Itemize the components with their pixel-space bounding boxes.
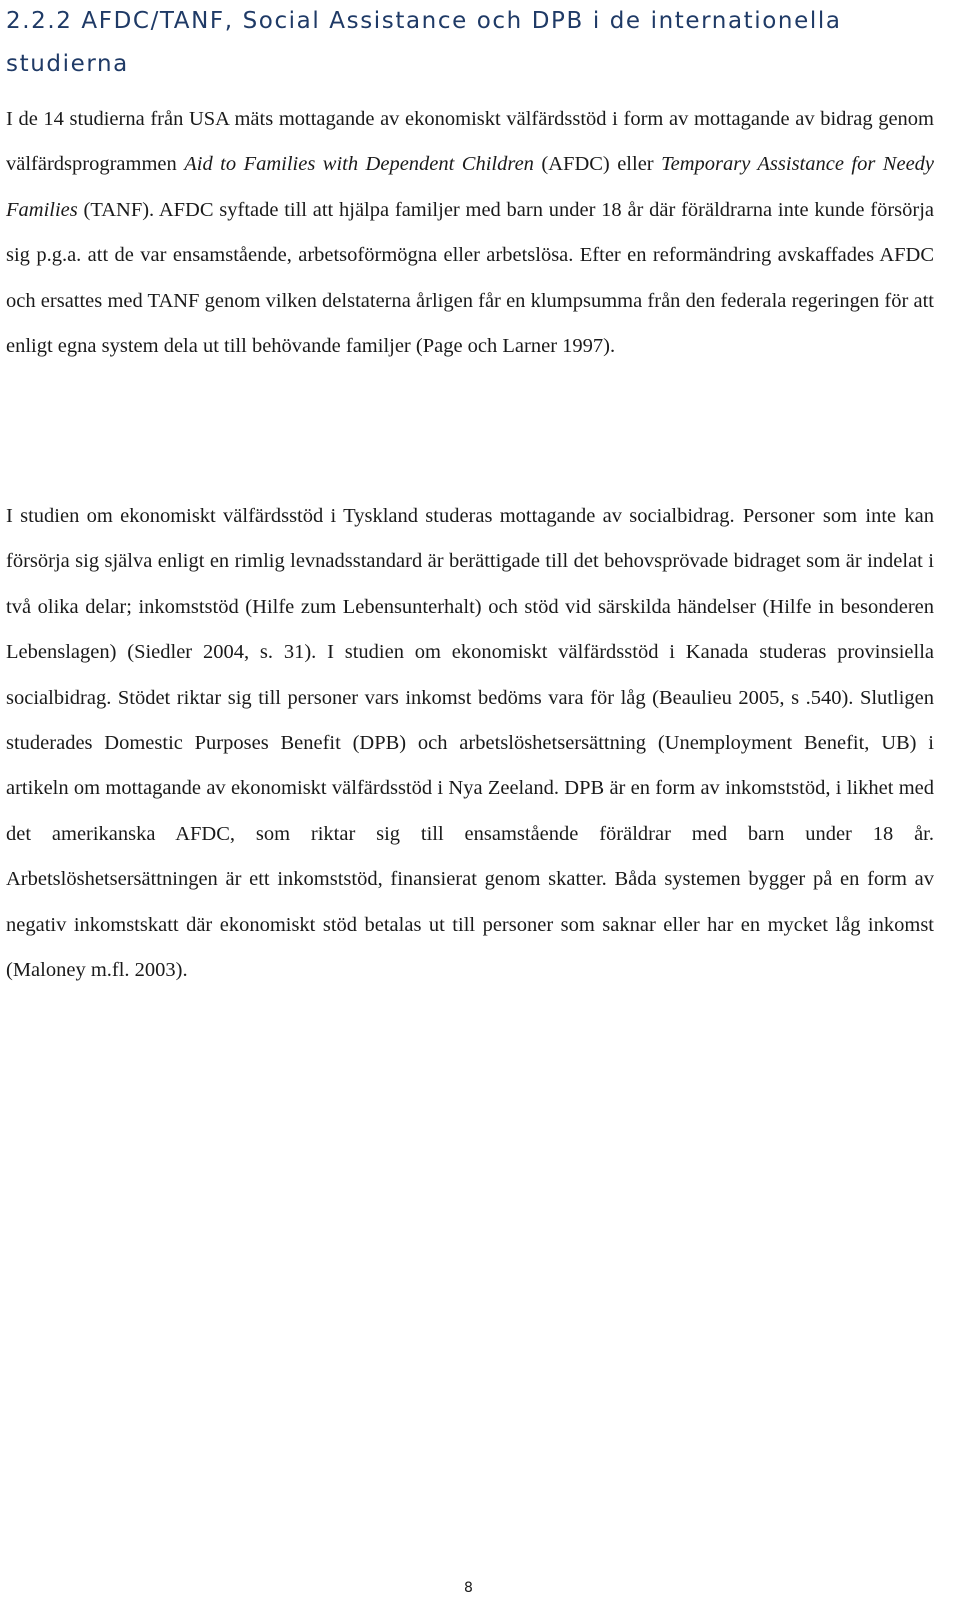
paragraph-text: I studien om ekonomiskt välfärdsstöd i Tyskland studeras mottagande av socialbidrag.	[6, 505, 735, 527]
paragraph-text: Personer som inte kan försörja sig själva enligt en rimlig levnadsstandard är berättigade till det behovsprövade bidraget som är indelat i två olika delar; inkomststöd (Hilfe zum Lebensunterhalt) och stöd vid särskilda händelser (Hilfe in besonderen Lebenslagen) (Siedler 2004, s. 31). I studien om ekonomiskt välfärdsstöd i Kanada studeras provinsiella socialbidrag. Stödet riktar sig till personer vars inkomst bedöms vara för låg (Beaulieu 2005, s .540). Slutligen studerades Domestic Purposes Benefit (DPB) och arbetslöshetsersättning (Unemployment Benefit, UB) i artikeln om mottagande av ekonomiskt välfärdsstöd i Nya Zeeland. DPB är en form av inkomststöd, i likhet med det amerikanska AFDC, som riktar sig till ensamstående föräldrar med barn under 18 år. Arbetslöshetsersättningen är ett inkomststöd, finansierat genom skatter. Båda systemen bygger på en form av negativ inkomstskatt där ekonomiskt stöd betalas ut till personer som saknar eller har en mycket låg inkomst (Maloney m.fl. 2003).	[6, 505, 935, 982]
program-name-afdc: Aid to Families with Dependent Children	[184, 153, 534, 176]
paragraph-us-programs	[6, 97, 934, 369]
program-name-tanf: Temporary Assistance for Needy Families	[6, 153, 935, 221]
paragraph-international-programs	[6, 494, 934, 993]
page-number: 8	[464, 1580, 473, 1596]
paragraph-text: (AFDC) eller	[541, 153, 654, 176]
section-heading: 2.2.2 AFDC/TANF, Social Assistance och DPB i de internationella studierna	[6, 8, 842, 77]
paragraph-text: I de 14 studierna från USA mäts mottagande av ekonomiskt välfärdsstöd i form av mottagande av bidrag genom välfärdsprogrammen	[6, 108, 934, 176]
paragraph-text: (TANF). AFDC syftade till att hjälpa familjer med barn under 18 år där föräldrarna inte kunde försörja sig p.g.a. att de var ensamstående, arbetsoförmögna eller arbetslösa. Efter en reformändring avskaffades AFDC och ersattes med TANF genom vilken delstaterna årligen får en klumpsumma från den federala regeringen för att enligt egna system dela ut till behövande familjer (Page och Larner 1997).	[6, 198, 934, 358]
